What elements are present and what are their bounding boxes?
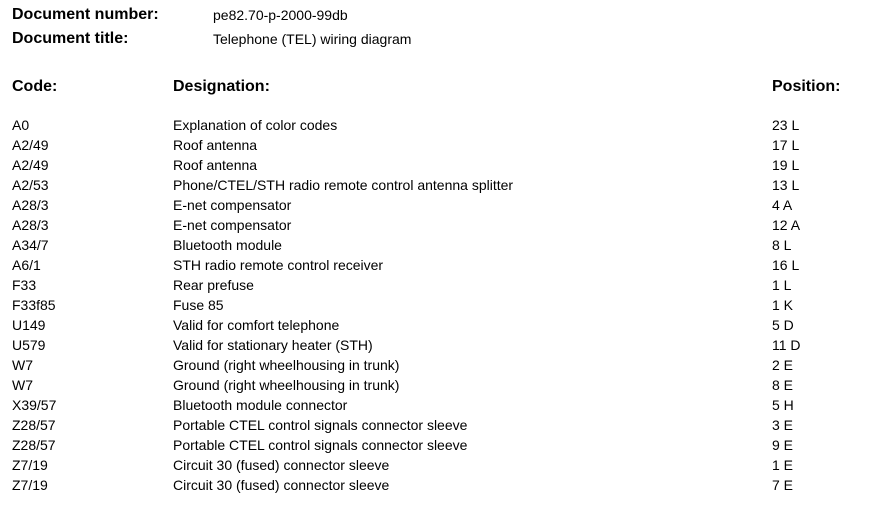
table-row bbox=[12, 116, 872, 136]
row-position: 7 E bbox=[772, 477, 794, 493]
row-code: A28/3 bbox=[12, 197, 49, 213]
row-position: 1 E bbox=[772, 457, 794, 473]
row-code: U579 bbox=[12, 337, 46, 353]
row-code: A6/1 bbox=[12, 257, 41, 273]
table-row bbox=[12, 176, 872, 196]
column-header-code: Code: bbox=[12, 78, 58, 95]
row-code: A0 bbox=[12, 117, 30, 133]
row-code: Z7/19 bbox=[12, 477, 48, 493]
row-position: 19 L bbox=[772, 157, 800, 173]
table-row bbox=[12, 416, 872, 436]
row-position: 8 L bbox=[772, 237, 792, 253]
row-code: A2/53 bbox=[12, 177, 49, 193]
row-code: A28/3 bbox=[12, 217, 49, 233]
row-code: W7 bbox=[12, 357, 33, 373]
column-header-designation: Designation: bbox=[173, 78, 270, 95]
table-row bbox=[12, 216, 872, 236]
table-row bbox=[12, 276, 872, 296]
row-designation: Roof antenna bbox=[173, 157, 258, 173]
row-code: W7 bbox=[12, 377, 33, 393]
table-row bbox=[12, 476, 872, 496]
row-position: 16 L bbox=[772, 257, 800, 273]
document-title-value: Telephone (TEL) wiring diagram bbox=[213, 31, 412, 47]
row-designation: Ground (right wheelhousing in trunk) bbox=[173, 357, 400, 373]
row-position: 4 A bbox=[772, 197, 793, 213]
row-designation: Portable CTEL control signals connector sleeve bbox=[173, 437, 468, 453]
table-row bbox=[12, 356, 872, 376]
row-position: 17 L bbox=[772, 137, 800, 153]
row-code: F33f85 bbox=[12, 297, 56, 313]
table-row bbox=[12, 436, 872, 456]
table-header bbox=[12, 78, 872, 100]
row-code: X39/57 bbox=[12, 397, 57, 413]
row-designation: Ground (right wheelhousing in trunk) bbox=[173, 377, 400, 393]
row-position: 8 E bbox=[772, 377, 794, 393]
row-designation: Bluetooth module bbox=[173, 237, 282, 253]
row-position: 5 D bbox=[772, 317, 794, 333]
row-position: 1 L bbox=[772, 277, 792, 293]
document-number-row bbox=[12, 3, 411, 27]
row-designation: Explanation of color codes bbox=[173, 117, 338, 133]
row-designation: Valid for comfort telephone bbox=[173, 317, 340, 333]
table-row bbox=[12, 396, 872, 416]
table-row bbox=[12, 256, 872, 276]
row-code: F33 bbox=[12, 277, 37, 293]
row-position: 5 H bbox=[772, 397, 794, 413]
component-table bbox=[12, 116, 872, 496]
row-code: Z28/57 bbox=[12, 437, 56, 453]
table-row bbox=[12, 236, 872, 256]
document-title-row bbox=[12, 27, 411, 51]
row-designation: Circuit 30 (fused) connector sleeve bbox=[173, 457, 390, 473]
table-row bbox=[12, 336, 872, 356]
row-code: A2/49 bbox=[12, 157, 49, 173]
row-position: 3 E bbox=[772, 417, 794, 433]
row-designation: Valid for stationary heater (STH) bbox=[173, 337, 373, 353]
table-row bbox=[12, 296, 872, 316]
table-row bbox=[12, 456, 872, 476]
row-code: A34/7 bbox=[12, 237, 49, 253]
row-position: 9 E bbox=[772, 437, 794, 453]
row-designation: E-net compensator bbox=[173, 217, 292, 233]
row-position: 12 A bbox=[772, 217, 801, 233]
row-designation: E-net compensator bbox=[173, 197, 292, 213]
row-designation: Phone/CTEL/STH radio remote control antenna splitter bbox=[173, 177, 514, 193]
table-row bbox=[12, 136, 872, 156]
row-designation: STH radio remote control receiver bbox=[173, 257, 384, 273]
table-row bbox=[12, 196, 872, 216]
row-position: 11 D bbox=[772, 337, 801, 353]
row-designation: Bluetooth module connector bbox=[173, 397, 348, 413]
document-number-label: Document number: bbox=[12, 6, 159, 23]
row-code: Z7/19 bbox=[12, 457, 48, 473]
table-row bbox=[12, 156, 872, 176]
document-header bbox=[12, 3, 411, 51]
row-code: Z28/57 bbox=[12, 417, 56, 433]
document-number-value: pe82.70-p-2000-99db bbox=[213, 7, 348, 23]
table-row bbox=[12, 376, 872, 396]
row-designation: Rear prefuse bbox=[173, 277, 254, 293]
table-row bbox=[12, 316, 872, 336]
row-designation: Portable CTEL control signals connector sleeve bbox=[173, 417, 468, 433]
row-designation: Circuit 30 (fused) connector sleeve bbox=[173, 477, 390, 493]
row-position: 1 K bbox=[772, 297, 794, 313]
document-title-label: Document title: bbox=[12, 30, 129, 47]
row-position: 2 E bbox=[772, 357, 794, 373]
row-code: A2/49 bbox=[12, 137, 49, 153]
row-position: 23 L bbox=[772, 117, 800, 133]
row-position: 13 L bbox=[772, 177, 800, 193]
row-designation: Fuse 85 bbox=[173, 297, 224, 313]
row-designation: Roof antenna bbox=[173, 137, 258, 153]
row-code: U149 bbox=[12, 317, 46, 333]
column-header-position: Position: bbox=[772, 78, 841, 95]
